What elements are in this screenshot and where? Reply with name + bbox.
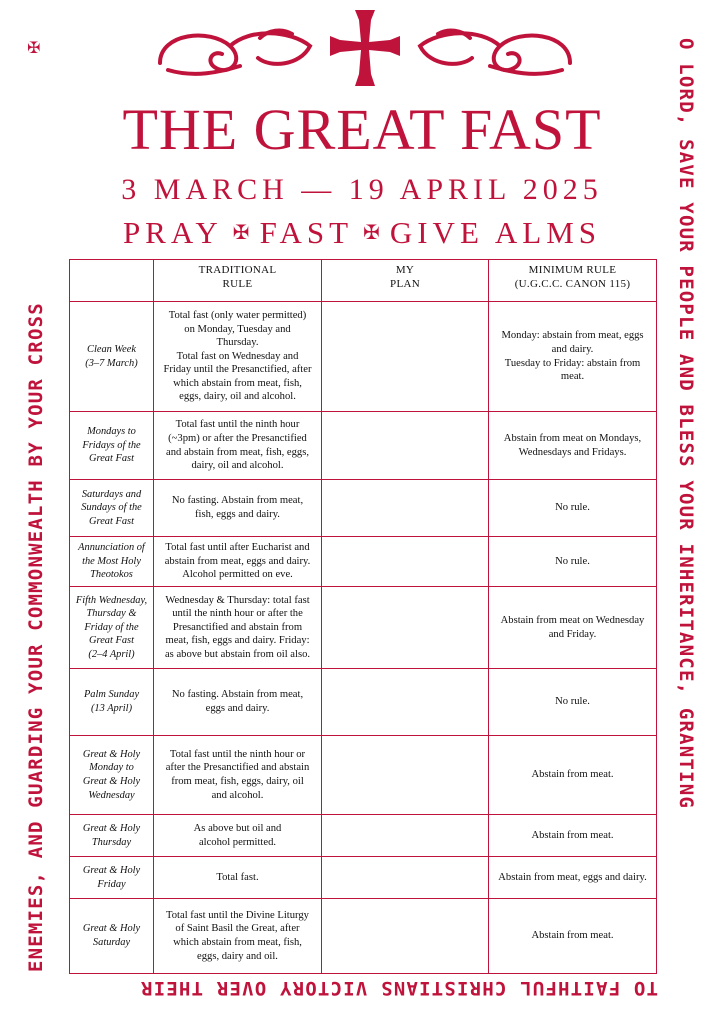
period-cell: Palm Sunday (13 April) (70, 669, 154, 736)
my-plan-cell[interactable] (322, 669, 489, 736)
traditional-rule-cell: As above but oil and alcohol permitted. (154, 815, 322, 857)
header-my-plan: MY PLAN (322, 260, 489, 302)
date-range: 3 MARCH — 19 APRIL 2025 (121, 173, 603, 206)
cross-separator-icon: ✠ (232, 220, 250, 244)
my-plan-cell[interactable] (322, 815, 489, 857)
motto-fast: FAST (259, 215, 354, 250)
table-row (70, 857, 657, 899)
traditional-rule-cell: Total fast until the ninth hour or after the Presanctified and abstain from meat, fish, eggs, dairy, oil and alcohol. (154, 736, 322, 815)
period-cell: Great & Holy Friday (70, 857, 154, 899)
traditional-rule-cell: No fasting. Abstain from meat, fish, eggs and dairy. (154, 480, 322, 537)
minimum-rule-cell: Abstain from meat on Mondays, Wednesdays and Fridays. (489, 412, 657, 480)
traditional-rule-cell: Total fast. (154, 857, 322, 899)
table-row (70, 899, 657, 974)
table-row (70, 537, 657, 587)
minimum-rule-cell: Abstain from meat. (489, 736, 657, 815)
my-plan-cell[interactable] (322, 736, 489, 815)
minimum-rule-cell: Abstain from meat. (489, 815, 657, 857)
header-traditional-rule: TRADITIONAL RULE (154, 260, 322, 302)
traditional-rule-cell: No fasting. Abstain from meat, eggs and dairy. (154, 669, 322, 736)
minimum-rule-cell: Abstain from meat, eggs and dairy. (489, 857, 657, 899)
center-cross-icon (330, 10, 400, 86)
my-plan-cell[interactable] (322, 587, 489, 669)
border-text-left: ENEMIES, AND GUARDING YOUR COMMONWEALTH BY YOUR CROSS (25, 302, 47, 972)
my-plan-cell[interactable] (322, 480, 489, 537)
minimum-rule-cell: No rule. (489, 480, 657, 537)
my-plan-cell[interactable] (322, 537, 489, 587)
table-row (70, 815, 657, 857)
my-plan-cell[interactable] (322, 857, 489, 899)
table-row (70, 480, 657, 537)
my-plan-cell[interactable] (322, 899, 489, 974)
fasting-rules-table (69, 259, 657, 974)
motto-pray: PRAY (122, 215, 223, 250)
period-cell: Mondays to Fridays of the Great Fast (70, 412, 154, 480)
my-plan-cell[interactable] (322, 412, 489, 480)
traditional-rule-cell: Wednesday & Thursday: total fast until the ninth hour or after the Presanctified and abstain from meat, fish, eggs and dairy. Friday: as above but abstain from oil also. (154, 587, 322, 669)
left-scroll-icon (160, 31, 310, 74)
minimum-rule-cell: Abstain from meat. (489, 899, 657, 974)
traditional-rule-cell: Total fast until after Eucharist and abstain from meat, eggs and dairy. Alcohol permitted on eve. (154, 537, 322, 587)
traditional-rule-cell: Total fast (only water permitted) on Monday, Tuesday and Thursday. Total fast on Wednesday and Friday until the Presanctified, after which abstain from meat, fish, eggs, dairy, oil and alcohol. (154, 302, 322, 412)
corner-cross-top-left-icon: ✠ (27, 38, 41, 57)
table-row (70, 736, 657, 815)
period-cell: Clean Week (3–7 March) (70, 302, 154, 412)
header-ornament-icon (150, 8, 580, 88)
table-row (70, 669, 657, 736)
traditional-rule-cell: Total fast until the ninth hour (~3pm) or after the Presanctified and abstain from meat, fish, eggs, dairy, oil and alcohol. (154, 412, 322, 480)
page-title: THE GREAT FAST (122, 97, 602, 162)
period-cell: Great & Holy Thursday (70, 815, 154, 857)
motto-give-alms: GIVE ALMS (389, 215, 602, 250)
motto (60, 214, 664, 251)
my-plan-cell[interactable] (322, 302, 489, 412)
minimum-rule-cell: Abstain from meat on Wednesday and Friday. (489, 587, 657, 669)
header-minimum-rule: MINIMUM RULE (U.G.C.C. CANON 115) (489, 260, 657, 302)
period-cell: Great & Holy Saturday (70, 899, 154, 974)
period-cell: Fifth Wednesday, Thursday & Friday of the Great Fast (2–4 April) (70, 587, 154, 669)
border-text-right: O LORD, SAVE YOUR PEOPLE AND BLESS YOUR INHERITANCE, GRANTING (675, 38, 697, 809)
table-row (70, 412, 657, 480)
table-row (70, 302, 657, 412)
period-cell: Great & Holy Monday to Great & Holy Wednesday (70, 736, 154, 815)
minimum-rule-cell: No rule. (489, 537, 657, 587)
border-text-bottom: TO FAITHFUL CHRISTIANS VICTORY OVER THEIR (139, 977, 658, 999)
cross-separator-icon: ✠ (363, 220, 380, 244)
period-cell: Saturdays and Sundays of the Great Fast (70, 480, 154, 537)
header-period (70, 260, 154, 302)
table-header-row (70, 260, 657, 302)
right-scroll-icon (420, 31, 570, 74)
traditional-rule-cell: Total fast until the Divine Liturgy of Saint Basil the Great, after which abstain from meat, fish, eggs, dairy and oil. (154, 899, 322, 974)
period-cell: Annunciation of the Most Holy Theotokos (70, 537, 154, 587)
minimum-rule-cell: Monday: abstain from meat, eggs and dairy. Tuesday to Friday: abstain from meat. (489, 302, 657, 412)
minimum-rule-cell: No rule. (489, 669, 657, 736)
table-row (70, 587, 657, 669)
